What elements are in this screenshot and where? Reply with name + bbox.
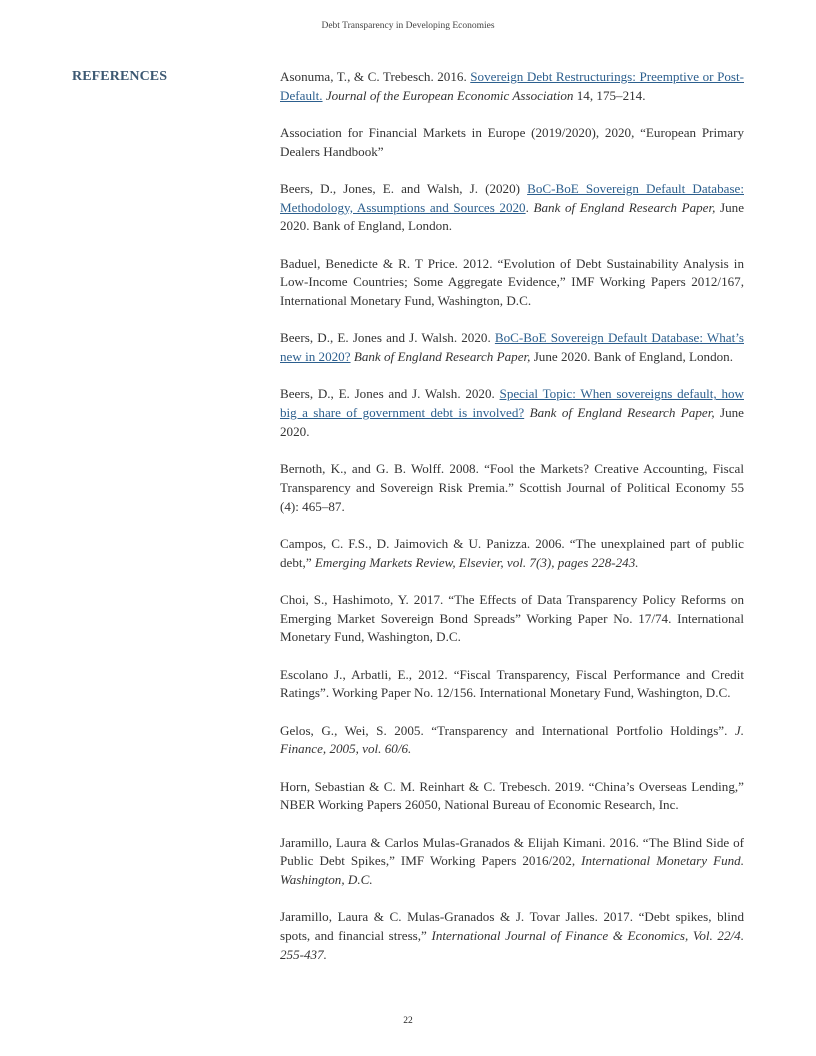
reference-link[interactable]: Special Topic: When sovereigns default, how big a share of government debt is involved? [280,386,744,421]
reference-entry [280,535,744,572]
reference-link[interactable]: BoC-BoE Sovereign Default Database: What’s new in 2020? [280,330,744,365]
reference-entry [280,722,744,759]
reference-entry [280,778,744,815]
reference-entry [280,68,744,105]
running-header: Debt Transparency in Developing Economies [321,21,495,31]
reference-text: June 2020. Bank of England, London. [530,349,734,365]
reference-text: Campos, C. F.S., D. Jaimovich & U. Panizza. 2006. “The unexplained part of public debt,” [280,535,744,570]
reference-entry [280,385,744,441]
reference-text: Association for Financial Markets in Europe (2019/2020), 2020, “European Primary Dealers Handbook” [280,125,744,159]
reference-source: Journal of the European Economic Association [325,87,574,103]
reference-source: Bank of England Research Paper, [529,405,715,421]
reference-link[interactable]: BoC-BoE Sovereign Default Database: Methodology, Assumptions and Sources 2020 [280,181,744,215]
section-heading: REFERENCES [72,69,168,84]
reference-text: Choi, S., Hashimoto, Y. 2017. “The Effects of Data Transparency Policy Reforms on Emerging Market Sovereign Bond Spreads” Working Paper No. 17/74. International Monetary Fund, Washington, D.C. [280,591,744,645]
page-number: 22 [403,1016,413,1026]
reference-text: Beers, D., E. Jones and J. Walsh. 2020. [280,386,500,402]
reference-source: Bank of England Research Paper, [353,349,531,365]
reference-entry [280,666,744,703]
reference-entry [280,591,744,647]
reference-entry [280,460,744,516]
reference-entry [280,255,744,311]
reference-text: Asonuma, T., & C. Trebesch. 2016. [280,69,471,84]
reference-text: Baduel, Benedicte & R. T Price. 2012. “Evolution of Debt Sustainability Analysis in Low-Income Countries; Some Aggregate Evidence,” IMF Working Papers 2012/167, International Monetary Fund, Washington, D.C. [280,255,744,309]
reference-entry [280,180,744,236]
reference-entry [280,834,744,890]
reference-source: International Monetary Fund. Washington, D.C. [280,853,745,887]
reference-entry [280,124,744,161]
reference-source: Bank of England Research Paper, [533,199,716,215]
reference-text: Jaramillo, Laura & Carlos Mulas-Granados & Elijah Kimani. 2016. “The Blind Side of Public Debt Spikes,” IMF Working Papers 2016/202, [280,834,744,869]
reference-text: Escolano J., Arbatli, E., 2012. “Fiscal Transparency, Fiscal Performance and Credit Ratings”. Working Paper No. 12/156. International Monetary Fund, Washington, D.C. [280,666,744,701]
reference-text: Beers, D., E. Jones and J. Walsh. 2020. [280,330,495,346]
reference-source: International Journal of Finance & Economics, Vol. 22/4. 255-437. [280,927,744,962]
reference-text: June 2020. [280,405,744,439]
reference-link[interactable]: Sovereign Debt Restructurings: Preemptive or Post-Default. [280,69,744,103]
reference-entry [280,908,744,964]
reference-list [280,68,744,983]
reference-text: Beers, D., Jones, E. and Walsh, J. (2020) [280,181,528,196]
reference-text: 14, 175–214. [573,87,646,103]
reference-text: . [525,199,534,215]
reference-text: Bernoth, K., and G. B. Wolff. 2008. “Fool the Markets? Creative Accounting, Fiscal Transparency and Sovereign Risk Premia.” Scottish Journal of Political Economy 55 (4): 465–87. [280,461,744,514]
reference-source: Emerging Markets Review, Elsevier, vol. 7(3), pages 228-243. [314,554,639,570]
reference-text: June 2020. Bank of England, London. [280,199,745,234]
reference-source: J. Finance, 2005, vol. 60/6. [280,722,744,757]
reference-text: Horn, Sebastian & C. M. Reinhart & C. Trebesch. 2019. “China’s Overseas Lending,” NBER Working Papers 26050, National Bureau of Economic Research, Inc. [280,778,744,813]
reference-entry [280,329,744,366]
reference-text: Jaramillo, Laura & C. Mulas-Granados & J. Tovar Jalles. 2017. “Debt spikes, blind spots, and financial stress,” [280,909,744,943]
reference-text: Gelos, G., Wei, S. 2005. “Transparency and International Portfolio Holdings”. [280,722,735,738]
